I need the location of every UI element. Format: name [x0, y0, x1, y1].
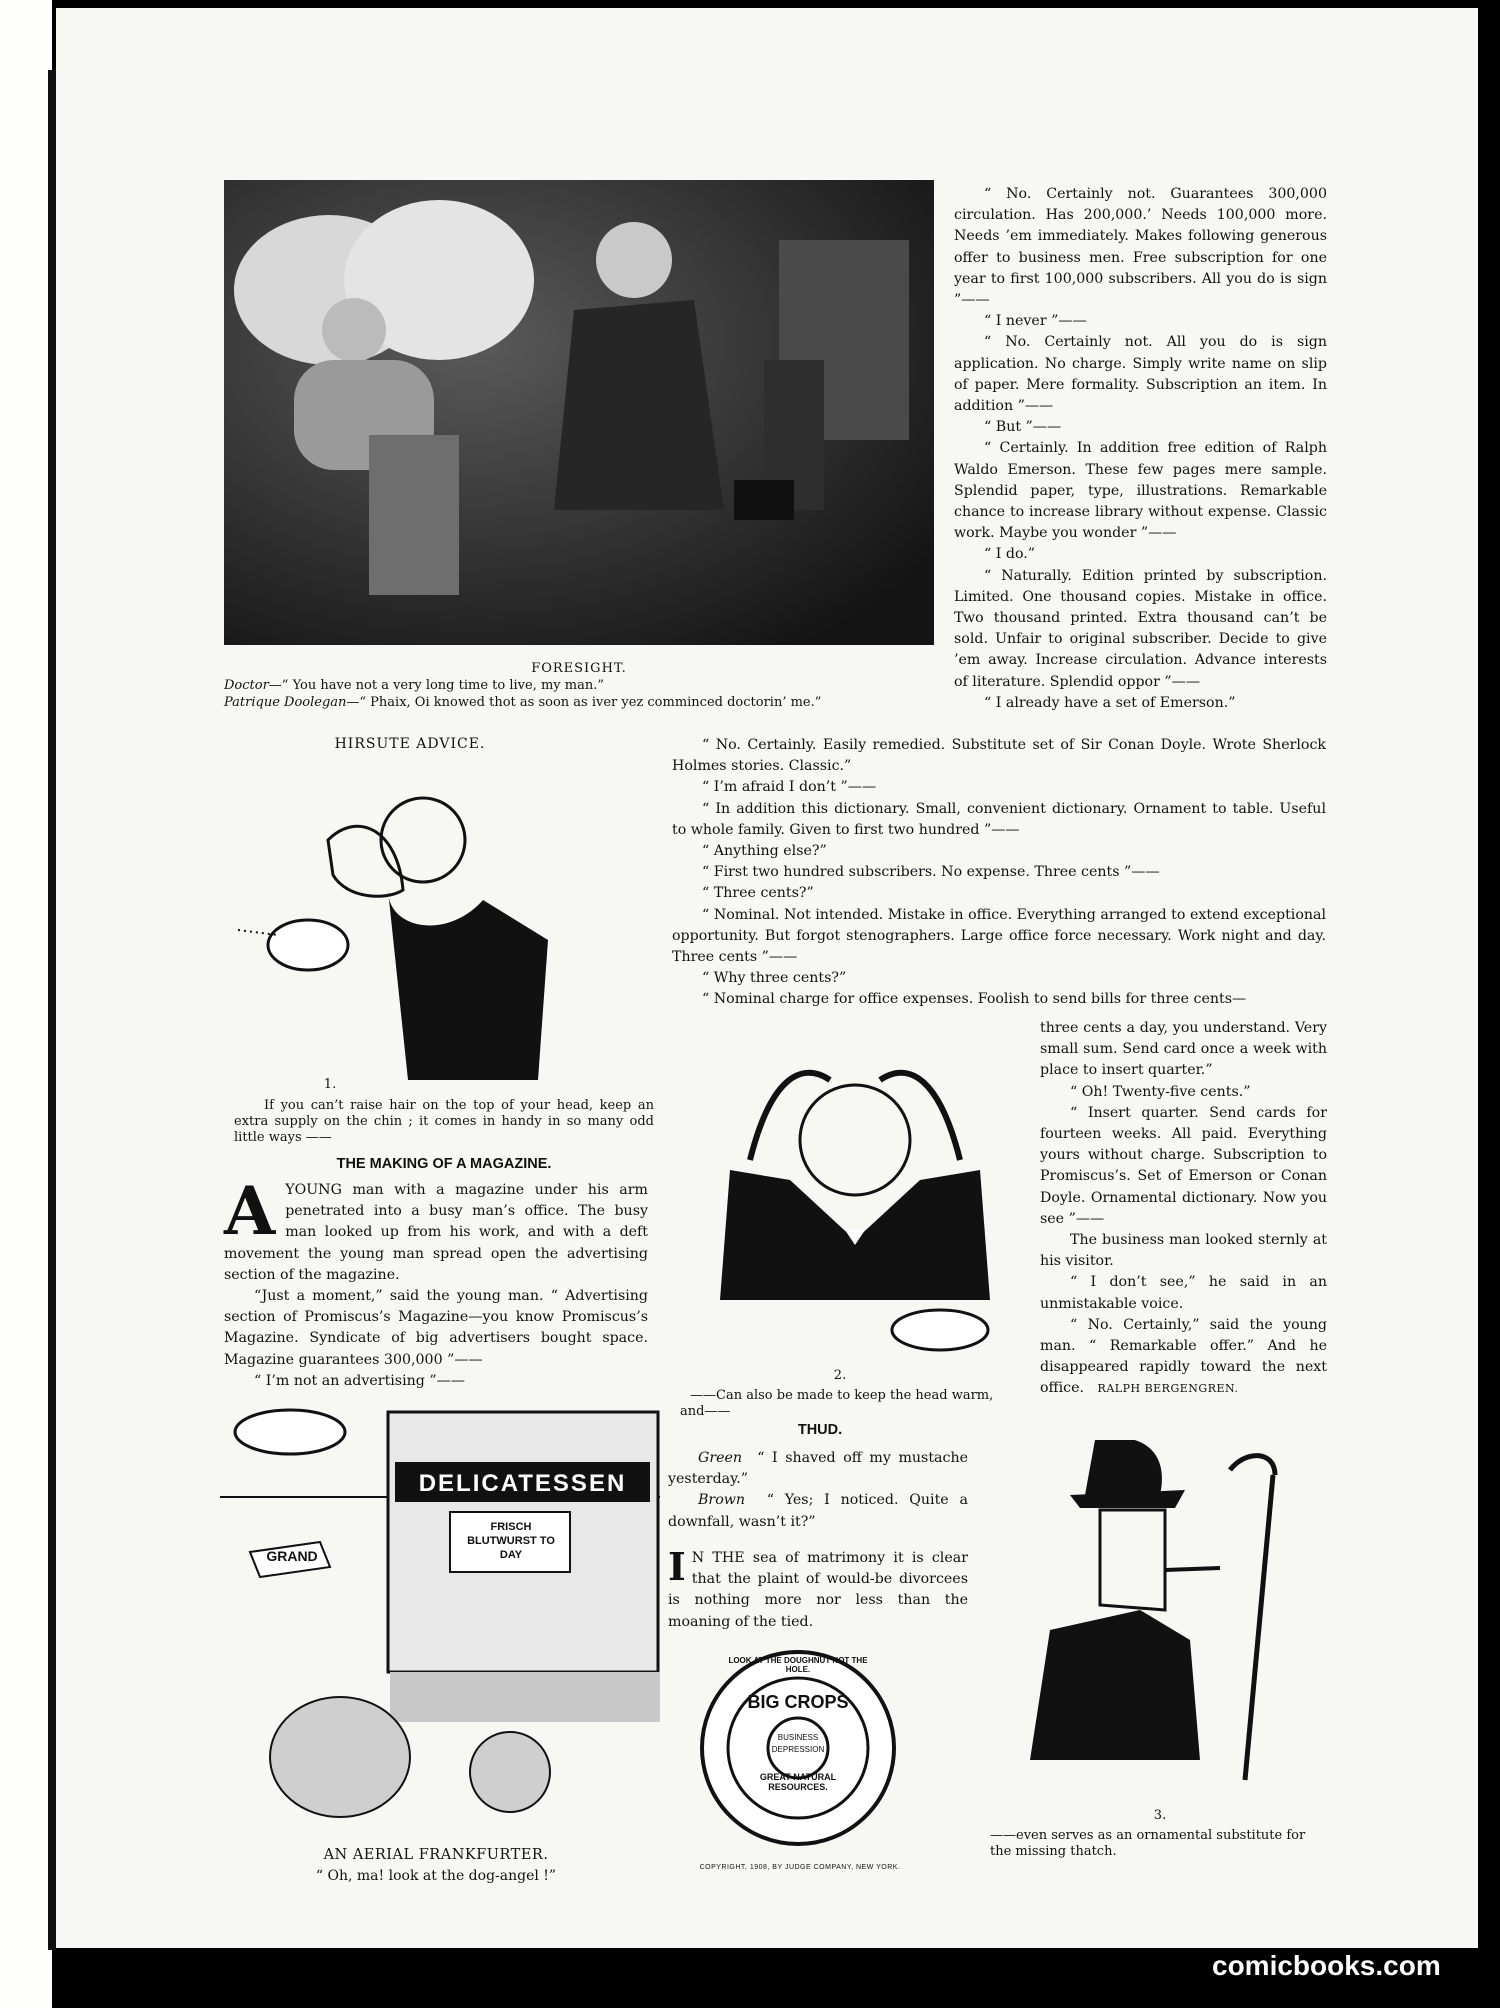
- matrimony-paragraph: [668, 1544, 968, 1633]
- big-crops-label: BIG CROPS: [747, 1692, 849, 1712]
- blutwurst-sign: FRISCH BLUTWURST TO DAY: [467, 1521, 555, 1561]
- hirsute-fig3-num: 3.: [1153, 1808, 1167, 1823]
- paragraph: The business man looked sternly at his visitor.: [1040, 1232, 1327, 1270]
- foresight-line-2: —“ Phaix, Oi knowed thot as soon as iver yez comminced doctorin’ me.”: [346, 695, 822, 710]
- magazine-article: [224, 1172, 648, 1392]
- paragraph: “ Certainly. In addition free edition of Ralph Waldo Emerson. These few pages mere sample. Splendid paper, type, illustrations. Remarkable chance to increase library without expense. Classic work. Maybe you wonder ”——: [954, 440, 1327, 542]
- hirsute-fig3-caption: ——even serves as an ornamental substitute for the missing thatch.: [990, 1828, 1306, 1859]
- magazine-dropcap: A: [224, 1172, 276, 1250]
- thud-title: THUD.: [797, 1422, 843, 1438]
- doughnut-ring-text: LOOK AT THE DOUGHNUT NOT THE HOLE.: [728, 1656, 868, 1674]
- paragraph: “ I do.”: [984, 546, 1036, 563]
- doughnut-seal: [698, 1648, 898, 1848]
- closing-paragraph: “ No. Certainly,” said the young man. “ Remarkable offer.” And he disappeared rapidly toward the next office.: [1040, 1316, 1327, 1397]
- hirsute-fig1-num: 1.: [323, 1077, 337, 1092]
- hirsute-fig1-caption: If you can’t raise hair on the top of your head, keep an extra supply on the chin ; it comes in handy in so many odd little ways ——: [234, 1098, 654, 1145]
- paragraph: “ No. Certainly not. All you do is sign application. No charge. Simply write name on slip of paper. Mere formality. Subscription an item. In addition ”——: [954, 334, 1327, 415]
- thud-speaker-1: Green: [698, 1450, 743, 1466]
- foresight-title: FORESIGHT.: [531, 661, 627, 676]
- hirsute-figure-3: [990, 1440, 1330, 1800]
- thud-line-2: “ Yes; I noticed. Quite a downfall, wasn’t it?”: [668, 1492, 968, 1530]
- paragraph: “ Oh! Twenty-five cents.”: [1070, 1083, 1251, 1100]
- paragraph: “ Why three cents?”: [702, 970, 847, 987]
- matrimony-dropcap: I: [668, 1544, 686, 1589]
- hirsute-title: HIRSUTE ADVICE.: [334, 736, 486, 752]
- magazine-paragraph-3: “ I’m not an advertising ”——: [254, 1372, 465, 1389]
- grand-sign: GRAND: [266, 1548, 318, 1564]
- paragraph: “ I don’t see,” he said in an unmistakable voice.: [1040, 1274, 1327, 1312]
- site-watermark: comicbooks.com: [1212, 1950, 1441, 1981]
- paragraph: “ Insert quarter. Send cards for fourteen weeks. All paid. Everything yours without charge. Subscription to Promiscus’s. Set of Emerson or Conan Doyle. Ornamental dictionary. Now you see ”——: [1040, 1104, 1327, 1227]
- paragraph: “ But ”——: [984, 419, 1062, 436]
- paragraph: “ Three cents?”: [702, 885, 814, 902]
- matrimony-text: N THE sea of matrimony it is clear that the plaint of would-be divorcees is nothing more nor less than the moaning of the tied.: [668, 1550, 968, 1630]
- facing-page-edge: [0, 0, 52, 2008]
- hirsute-fig2-caption: ——Can also be made to keep the head warm, and——: [680, 1388, 994, 1419]
- paragraph: “ I’m afraid I don’t ”——: [702, 779, 877, 796]
- paragraph: “ No. Certainly not. Guarantees 300,000 circulation. Has 200,000.’ Needs 100,000 more. Needs ’em immediately. Makes following generous offer to business men. Free subscription for one year to first 100,000 subscribers. All you do is sign ”——: [954, 186, 1327, 309]
- magazine-paragraph-2: “Just a moment,” said the young man. “ Advertising section of Promiscus’s Magazine—you know Promiscus’s Magazine. Syndicate of big advertisers bought space. Magazine guarantees 300,000 ”——: [224, 1288, 648, 1368]
- business-depression-label: BUSINESS DEPRESSION: [771, 1733, 825, 1754]
- paragraph: “ First two hundred subscribers. No expense. Three cents ”——: [702, 864, 1160, 881]
- foresight-illustration: [224, 180, 934, 645]
- thud-speaker-2: Brown: [698, 1492, 746, 1509]
- foresight-caption: [224, 660, 934, 711]
- foresight-line-1: —“ You have not a very long time to live, my man.”: [268, 678, 604, 693]
- great-resources-label: GREAT NATURAL RESOURCES.: [759, 1772, 837, 1792]
- paragraph: [1040, 1315, 1327, 1400]
- paragraph: “ Naturally. Edition printed by subscription. Limited. One thousand copies. Mistake in office. Two thousand printed. Extra thousand can’t be sold. Unfair to original subscriber. Decide to give ’em away. Increase circulation. Advance interests of literature. Splendid oppor ”——: [954, 567, 1327, 690]
- paragraph: “ In addition this dictionary. Small, convenient dictionary. Ornament to table. Useful to whole family. Given to first two hundred ”——: [672, 800, 1326, 838]
- frankfurter-title: AN AERIAL FRANKFURTER.: [323, 1847, 549, 1863]
- hirsute-fig2-num: 2.: [833, 1368, 847, 1383]
- paragraph: “ Nominal. Not intended. Mistake in office. Everything arranged to extend exceptional opportunity. But forgot stenographers. Large office force necessary. Work night and day. Three cents ”——: [672, 906, 1326, 966]
- paragraph: “ Nominal charge for office expenses. Foolish to send bills for three cents—: [702, 991, 1247, 1008]
- frankfurter-illustration: [220, 1402, 660, 1842]
- paragraph: “ I already have a set of Emerson.”: [984, 694, 1236, 711]
- right-column-narrow: [1040, 1018, 1327, 1400]
- frankfurter-caption: “ Oh, ma! look at the dog-angel !”: [315, 1868, 557, 1884]
- paragraph: “ No. Certainly. Easily remedied. Substitute set of Sir Conan Doyle. Wrote Sherlock Holmes stories. Classic.”: [672, 737, 1326, 775]
- foresight-speaker-2: Patrique Doolegan: [224, 695, 347, 710]
- magazine-paragraph-1: YOUNG man with a magazine under his arm penetrated into a busy man’s office. The busy man looked up from his work, and with a deft movement the young man spread open the advertising section of the magazine.: [224, 1182, 648, 1283]
- thud-dialogue: [668, 1448, 968, 1533]
- middle-text-wide: [672, 735, 1326, 1011]
- right-column-top: [954, 184, 1327, 714]
- magazine-title: THE MAKING OF A MAGAZINE.: [336, 1156, 552, 1172]
- thud-line-1: “ I shaved off my mustache yesterday.”: [668, 1450, 968, 1488]
- paragraph: three cents a day, you understand. Very small sum. Send card once a week with place to insert quarter.”: [1040, 1020, 1327, 1079]
- paragraph: “ I never ”——: [984, 313, 1087, 330]
- delicatessen-sign: DELICATESSEN: [418, 1470, 627, 1497]
- paragraph: “ Anything else?”: [702, 843, 827, 860]
- foresight-speaker-1: Doctor: [224, 678, 269, 693]
- copyright-notice: COPYRIGHT, 1908, BY JUDGE COMPANY, NEW YORK.: [699, 1864, 901, 1871]
- hirsute-figure-1: [238, 780, 558, 1080]
- hirsute-figure-2: [690, 1040, 1020, 1360]
- author-signature: RALPH BERGENGREN.: [1097, 1382, 1239, 1396]
